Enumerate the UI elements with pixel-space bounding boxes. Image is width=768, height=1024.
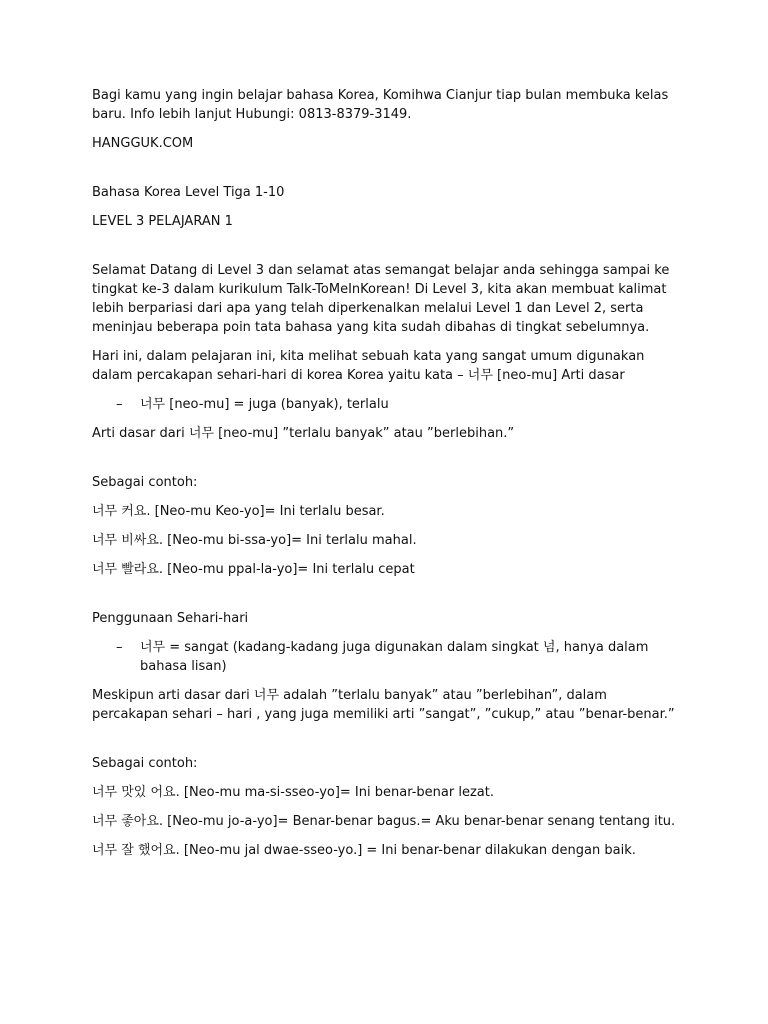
example-heading: Sebagai contoh:	[92, 475, 198, 490]
site-name: HANGGUK.COM	[92, 136, 194, 151]
basic-meaning-paragraph: Arti dasar dari 너무 [neo-mu] ”terlalu banyak” atau ”berlebihan.”	[92, 426, 515, 441]
example-line: 너무 빨라요. [Neo-mu ppal-la-yo]= Ini terlalu cepat	[92, 562, 415, 577]
document-page	[92, 86, 682, 860]
although-paragraph: Meskipun arti dasar dari 너무 adalah ”terlalu banyak” atau ”berlebihan”, dalam percakapan sehari – hari , yang juga memiliki arti ”sangat”, ”cukup,” atau ”benar-benar.”	[92, 688, 675, 722]
meaning-bullet	[92, 395, 682, 414]
daily-usage-heading: Penggunaan Sehari-hari	[92, 611, 249, 626]
example-line: 너무 비싸요. [Neo-mu bi-ssa-yo]= Ini terlalu mahal.	[92, 533, 417, 548]
example-line: 너무 잘 했어요. [Neo-mu jal dwae-sseo-yo.] = Ini benar-benar dilakukan dengan baik.	[92, 843, 636, 858]
bullet-text: 너무 = sangat (kadang-kadang juga digunakan dalam singkat 넘, hanya dalam bahasa lisan)	[140, 640, 649, 674]
lesson-title: LEVEL 3 PELAJARAN 1	[92, 214, 233, 229]
welcome-paragraph: Selamat Datang di Level 3 dan selamat atas semangat belajar anda sehingga sampai ke tingkat ke-3 dalam kurikulum Talk-ToMeInKorean! Di Level 3, kita akan membuat kalimat lebih berpariasi dari apa yang telah diperkenalkan melalui Level 1 dan Level 2, serta meninjau beberapa poin tata bahasa yang kita sudah dibahas di tingkat sebelumnya.	[92, 263, 670, 335]
example-line: 너무 좋아요. [Neo-mu jo-a-yo]= Benar-benar bagus.= Aku benar-benar senang tentang itu.	[92, 814, 676, 829]
example-line: 너무 커요. [Neo-mu Keo-yo]= Ini terlalu besar.	[92, 504, 385, 519]
bullet-dash: –	[116, 397, 123, 412]
bullet-dash: –	[116, 640, 123, 655]
today-paragraph: Hari ini, dalam pelajaran ini, kita melihat sebuah kata yang sangat umum digunakan dalam percakapan sehari-hari di korea Korea yaitu kata – 너무 [neo-mu] Arti dasar	[92, 349, 645, 383]
example-line: 너무 맛있 어요. [Neo-mu ma-si-sseo-yo]= Ini benar-benar lezat.	[92, 785, 494, 800]
intro-paragraph: Bagi kamu yang ingin belajar bahasa Korea, Komihwa Cianjur tiap bulan membuka kelas baru. Info lebih lanjut Hubungi: 0813-8379-3149.	[92, 88, 669, 122]
series-title: Bahasa Korea Level Tiga 1-10	[92, 185, 285, 200]
example-heading: Sebagai contoh:	[92, 756, 198, 771]
daily-usage-bullet	[92, 638, 682, 676]
bullet-text: 너무 [neo-mu] = juga (banyak), terlalu	[140, 397, 389, 412]
